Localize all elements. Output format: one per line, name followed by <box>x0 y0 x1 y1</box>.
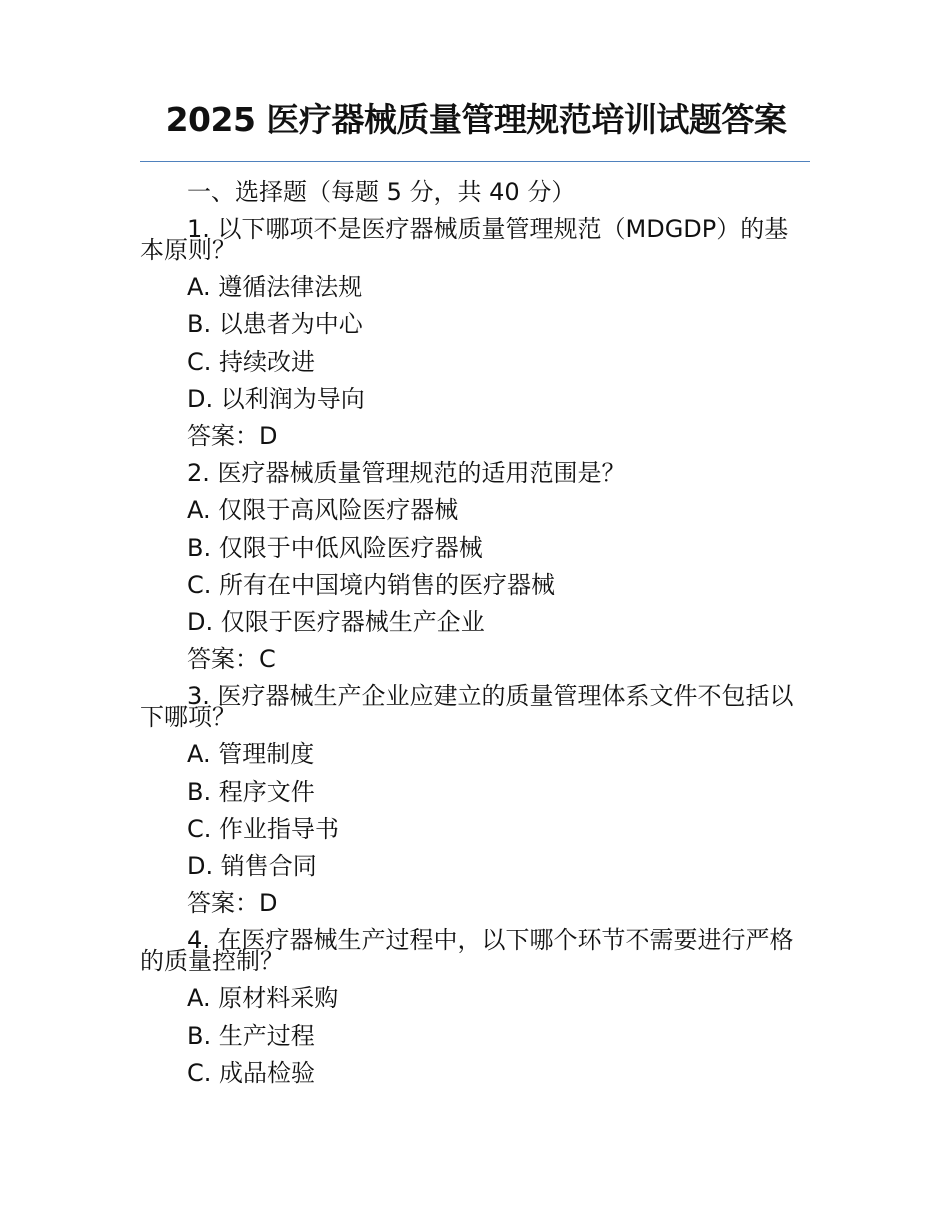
answer-text: 答案：C <box>187 645 276 674</box>
answer-text: 答案：D <box>187 422 278 451</box>
option-item: A. 仅限于高风险医疗器械 <box>187 496 459 525</box>
option-item: D. 销售合同 <box>187 852 317 881</box>
document-body <box>140 174 812 1092</box>
question-text: 1. 以下哪项不是医疗器械质量管理规范（MDGDP）的基本原则？ <box>140 215 789 265</box>
option-item: A. 管理制度 <box>187 740 315 769</box>
option-item: C. 作业指导书 <box>187 814 340 843</box>
document-title: 2025 医疗器械质量管理规范培训试题答案 <box>165 100 787 139</box>
section-heading: 一、选择题（每题 5 分，共 40 分） <box>187 178 576 206</box>
option-item: A. 遵循法律法规 <box>187 273 363 302</box>
option-item: B. 生产过程 <box>187 1021 315 1050</box>
question-text: 4. 在医疗器械生产过程中，以下哪个环节不需要进行严格的质量控制？ <box>140 926 794 976</box>
question-text: 3. 医疗器械生产企业应建立的质量管理体系文件不包括以下哪项？ <box>140 682 794 732</box>
option-item: B. 程序文件 <box>187 777 315 806</box>
title-underline <box>140 161 810 162</box>
option-item: C. 成品检验 <box>187 1058 316 1087</box>
option-item: C. 持续改进 <box>187 347 316 376</box>
option-item: D. 仅限于医疗器械生产企业 <box>187 608 485 637</box>
option-item: B. 以患者为中心 <box>187 310 363 339</box>
option-item: B. 仅限于中低风险医疗器械 <box>187 533 483 562</box>
option-item: A. 原材料采购 <box>187 984 339 1013</box>
question-text: 2. 医疗器械质量管理规范的适用范围是？ <box>187 459 626 488</box>
option-item: C. 所有在中国境内销售的医疗器械 <box>187 570 556 599</box>
option-item: D. 以利润为导向 <box>187 384 365 413</box>
answer-text: 答案：D <box>187 889 278 918</box>
